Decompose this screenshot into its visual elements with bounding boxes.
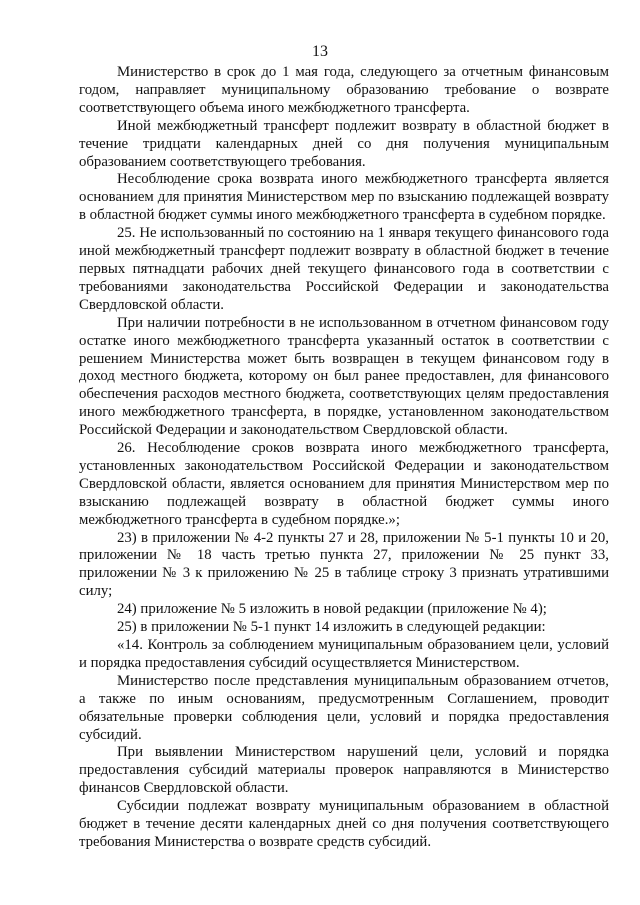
paragraph-amendment-23: 23) в приложении № 4-2 пункты 27 и 28, приложении № 5-1 пункты 10 и 20, приложении № 18 часть третью пункта 27, приложении № 25 пункт 33, приложении № 3 к приложению № 25 в таблице строку 3 признать утратившими силу; (79, 529, 609, 600)
paragraph-violations: При выявлении Министерством нарушений цели, условий и порядка предоставления субсидий материалы проверок направляются в Министерство финансов Свердловской области. (79, 744, 609, 797)
page-number: 13 (312, 43, 328, 60)
paragraph-ministry-deadline: Министерство в срок до 1 мая года, следующего за отчетным финансовым годом, направляет муниципальному образованию требование о возврате соответствующего объема иного межбюджетного трансферта. (79, 64, 609, 116)
paragraph-item-25: 25. Не использованный по состоянию на 1 января текущего финансового года иной межбюджетный трансферт подлежит возврату в областной бюджет в течение первых пятнадцати рабочих дней текущего финансового года в соответствии с требованиями законодательства Российской Федерации и законодательства Свердловской области. (79, 225, 609, 313)
paragraph-noncompliance-recovery: Несоблюдение срока возврата иного межбюджетного трансферта является основанием для принятия Министерством мер по взысканию подлежащей возврату в областной бюджет суммы иного межбюджетного трансферта в судебном порядке. (79, 171, 609, 224)
paragraph-amendment-25: 25) в приложении № 5-1 пункт 14 изложить в следующей редакции: (117, 619, 546, 636)
paragraph-unused-balance: При наличии потребности в не использованном в отчетном финансовом году остатке иного межбюджетного трансферта указанный остаток в соответствии с решением Министерства может быть возвращен в текущем финансовом году в доход местного бюджета, которому он был ранее предоставлен, для финансового обеспечения расходов местного бюджета, соответствующих целям предоставления иного межбюджетного трансферта, в порядке, установленном законодательством Российской Федерации и законодательством Свердловской области. (79, 314, 609, 439)
paragraph-return-thirty-days: Иной межбюджетный трансферт подлежит возврату в областной бюджет в течение тридцати календарных дней со дня получения муниципальным образованием соответствующего требования. (79, 117, 609, 170)
paragraph-subsidy-return: Субсидии подлежат возврату муниципальным образованием в областной бюджет в течение десяти календарных дней со дня получения соответствующего требования Министерства о возврате средств субсидий. (79, 798, 609, 850)
paragraph-inspections: Министерство после представления муниципальным образованием отчетов, а также по иным основаниям, предусмотренным Соглашением, проводит обязательные проверки соблюдения цели, условий и порядка предоставления субсидий. (79, 672, 609, 743)
paragraph-item-26: 26. Несоблюдение сроков возврата иного межбюджетного трансферта, установленных законодательством Российской Федерации и законодательством Свердловской области, является основанием для принятия Министерством мер по взысканию подлежащей возврату в областной бюджет суммы иного межбюджетного трансферта в судебном порядке.»; (79, 440, 609, 528)
document-body (79, 64, 609, 852)
paragraph-amendment-24: 24) приложение № 5 изложить в новой редакции (приложение № 4); (117, 601, 547, 618)
paragraph-item-14-control: «14. Контроль за соблюдением муниципальным образованием цели, условий и порядка предоставления субсидий осуществляется Министерством. (79, 637, 609, 671)
